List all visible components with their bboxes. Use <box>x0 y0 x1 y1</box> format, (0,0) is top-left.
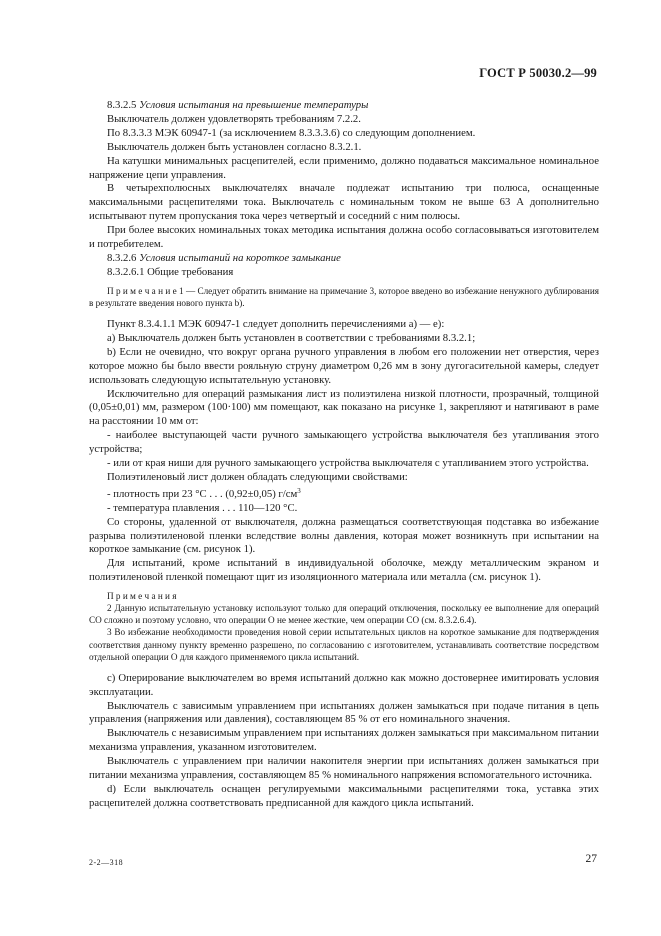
paragraph: Полиэтиленовый лист должен обладать следующими свойствами: <box>107 470 408 483</box>
page-number: 27 <box>585 853 597 865</box>
paragraph: Выключатель с управлением при наличии накопителя энергии при испытаниях должен замыкаться при питании механизма управления, составляющем 85 % номинального напряжения вспомогательного источника. <box>89 755 599 782</box>
paragraph: По 8.3.3.3 МЭК 60947-1 (за исключением 8.3.3.3.6) со следующим дополнением. <box>107 126 476 139</box>
paragraph: Исключительно для операций размыкания лист из полиэтилена низкой плотности, прозрачный, толщиной (0,05±0,01) мм, размером (100·100) мм помещают, как показано на рисунке 1, закрепляют и натягивают в раме на расстоянии 10 мм от: <box>89 387 599 428</box>
document-header: ГОСТ Р 50030.2—99 <box>479 66 597 80</box>
paragraph: При более высоких номинальных токах методика испытания должна особо согласовываться изготовителем и потребителем. <box>89 224 599 251</box>
section-title: Условия испытания на превышение температуры <box>139 99 369 111</box>
document-body <box>89 99 599 811</box>
note-2: 2 Данную испытательную установку используют только для операций отключения, поскольку ее выполнение для операций СО сложно и поэтому условно, что операции О не менее жесткие, чем операции СО (см. 8.3.2.6.4). <box>89 603 599 626</box>
paragraph: В четырехполюсных выключателях вначале подлежат испытанию три полюса, оснащенные максимальными расцепителями тока. Выключатель с номинальным током не выше 63 А дополнительно испытывают путем пропускания тока через четвертый и соседний с ним полюсы. <box>89 182 599 223</box>
section-heading-8-3-2-6: 8.3.2.6 Условия испытаний на короткое замыкание <box>107 251 341 264</box>
subsection-heading: 8.3.2.6.1 Общие требования <box>107 265 234 278</box>
paragraph: Выключатель с независимым управлением при испытаниях должен замыкаться при максимальном питании механизма управления, указанном изготовителем. <box>89 727 599 754</box>
paragraph: Выключатель с зависимым управлением при испытаниях должен замыкаться при подаче питания в цепь управления (напряжения или давления), составляющем 85 % от его номинального значения. <box>89 699 599 726</box>
note-3: 3 Во избежание необходимости проведения новой серии испытательных циклов на короткое замыкание для подтверждения соответствия данному пункту временно разрешено, по согласованию с изготовителем, устанавливать соответствие посредством отдельной операции О для каждого применяемого цикла испытаний. <box>89 627 599 662</box>
section-title: Условия испытаний на короткое замыкание <box>139 251 341 264</box>
paragraph: Со стороны, удаленной от выключателя, должна размещаться соответствующая подставка во избежание разрыва полиэтиленовой пленки вследствие волны давления, которая может возникнуть при испытании на короткое замыкание (см. рисунок 1). <box>89 515 599 556</box>
print-code: 2-2—318 <box>89 858 124 867</box>
note-1: П р и м е ч а н и е 1 — Следует обратить внимание на примечание 3, которое введено во избежание ненужного дублирования в результате введения нового пункта b). <box>89 285 599 308</box>
notes-label: П р и м е ч а н и я <box>107 591 177 602</box>
list-item: d) Если выключатель оснащен регулируемыми максимальными расцепителями тока, уставка этих расцепителей должна соответствовать предписанной для каждого цикла испытаний. <box>89 783 599 809</box>
list-item: b) Если не очевидно, что вокруг органа ручного управления в любом его положении нет отверстия, через которое можно бы было ввести рояльную струну диаметром 0,26 мм в зону дугогасительной камеры, следует использовать следующую испытательную установку. <box>89 345 599 386</box>
list-item: а) Выключатель должен быть установлен в соответствии с требованиями 8.3.2.1; <box>107 331 476 344</box>
paragraph: Пункт 8.3.4.1.1 МЭК 60947-1 следует дополнить перечислениями а) — е): <box>107 317 445 330</box>
property-melting-point: - температура плавления . . . 110—120 °С. <box>107 501 298 514</box>
list-item: с) Оперирование выключателем во время испытаний должно как можно достовернее имитировать условия эксплуатации. <box>89 671 599 698</box>
paragraph: Выключатель должен удовлетворять требованиям 7.2.2. <box>107 112 361 125</box>
list-item: - наиболее выступающей части ручного замыкающего устройства выключателя без утапливания этого устройства; <box>89 429 599 456</box>
paragraph: На катушки минимальных расцепителей, если применимо, должно подаваться максимальное номинальное напряжение цепи управления. <box>89 154 599 181</box>
note-label: П р и м е ч а н и е 1 <box>107 285 184 296</box>
paragraph: Выключатель должен быть установлен согласно 8.3.2.1. <box>107 140 362 153</box>
list-item: - или от края ниши для ручного замыкающего устройства выключателя с утапливанием этого устройства. <box>107 457 589 470</box>
paragraph: Для испытаний, кроме испытаний в индивидуальной оболочке, между металлическим экраном и полиэтиленовой пленкой помещают щит из изоляционного материала или металла (см. рисунок 1). <box>89 557 599 584</box>
property-density: - плотность при 23 °С . . . (0,92±0,05) $г/см^3$ <box>107 486 301 500</box>
section-heading-8-3-2-5: 8.3.2.5 Условия испытания на превышение температуры <box>107 99 369 111</box>
